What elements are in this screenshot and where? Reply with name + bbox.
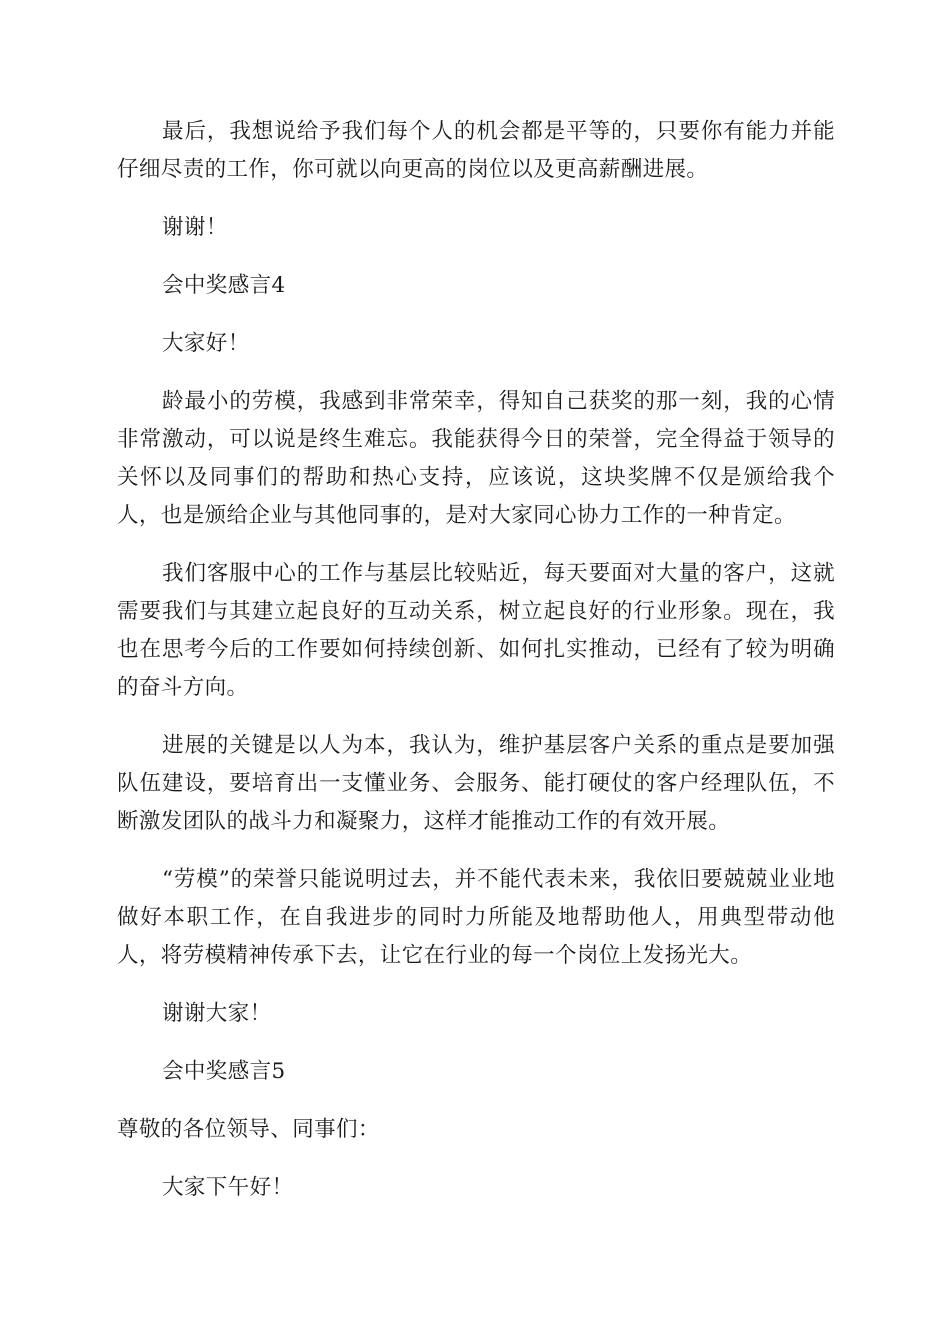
- paragraph-salutation: 尊敬的各位领导、同事们：: [117, 1117, 380, 1142]
- paragraph-team-building: 进展的关键是以人为本，我认为，维护基层客户关系的重点是要加强队伍建设，要培育出一支懂业务、会服务、能打硬仗的客户经理队伍，不断激发团队的战斗力和凝聚力，这样才能推动工作的有效开展。: [117, 733, 835, 834]
- paragraph-closing-remarks: 最后，我想说给予我们每个人的机会都是平等的，只要你有能力并能仔细尽责的工作，你可就以向更高的岗位以及更高薪酬进展。: [117, 119, 835, 182]
- paragraph-thanks-all: 谢谢大家！: [162, 1001, 272, 1026]
- paragraph-customer-service: 我们客服中心的工作与基层比较贴近，每天要面对大量的客户，这就需要我们与其建立起良好的互动关系，树立起良好的行业形象。现在，我也在思考今后的工作要如何持续创新、如何扎实推动，已经有了较为明确的奋斗方向。: [117, 561, 835, 700]
- section-heading-5: 会中奖感言5: [162, 1059, 286, 1084]
- document-page: [117, 113, 835, 1227]
- paragraph-afternoon-greeting: 大家下午好！: [162, 1175, 294, 1200]
- paragraph-greeting: 大家好！: [162, 331, 250, 356]
- paragraph-thanks: 谢谢！: [162, 215, 228, 240]
- paragraph-honor: 龄最小的劳模，我感到非常荣幸，得知自己获奖的那一刻，我的心情非常激动，可以说是终生难忘。我能获得今日的荣誉，完全得益于领导的关怀以及同事们的帮助和热心支持，应该说，这块奖牌不仅是颁给我个人，也是颁给企业与其他同事的，是对大家同心协力工作的一种肯定。: [117, 389, 835, 528]
- section-heading-4: 会中奖感言4: [162, 273, 286, 298]
- paragraph-model-worker: “劳模”的荣誉只能说明过去，并不能代表未来，我依旧要兢兢业业地做好本职工作，在自我进步的同时力所能及地帮助他人，用典型带动他人，将劳模精神传承下去，让它在行业的每一个岗位上发扬光大。: [117, 867, 835, 968]
